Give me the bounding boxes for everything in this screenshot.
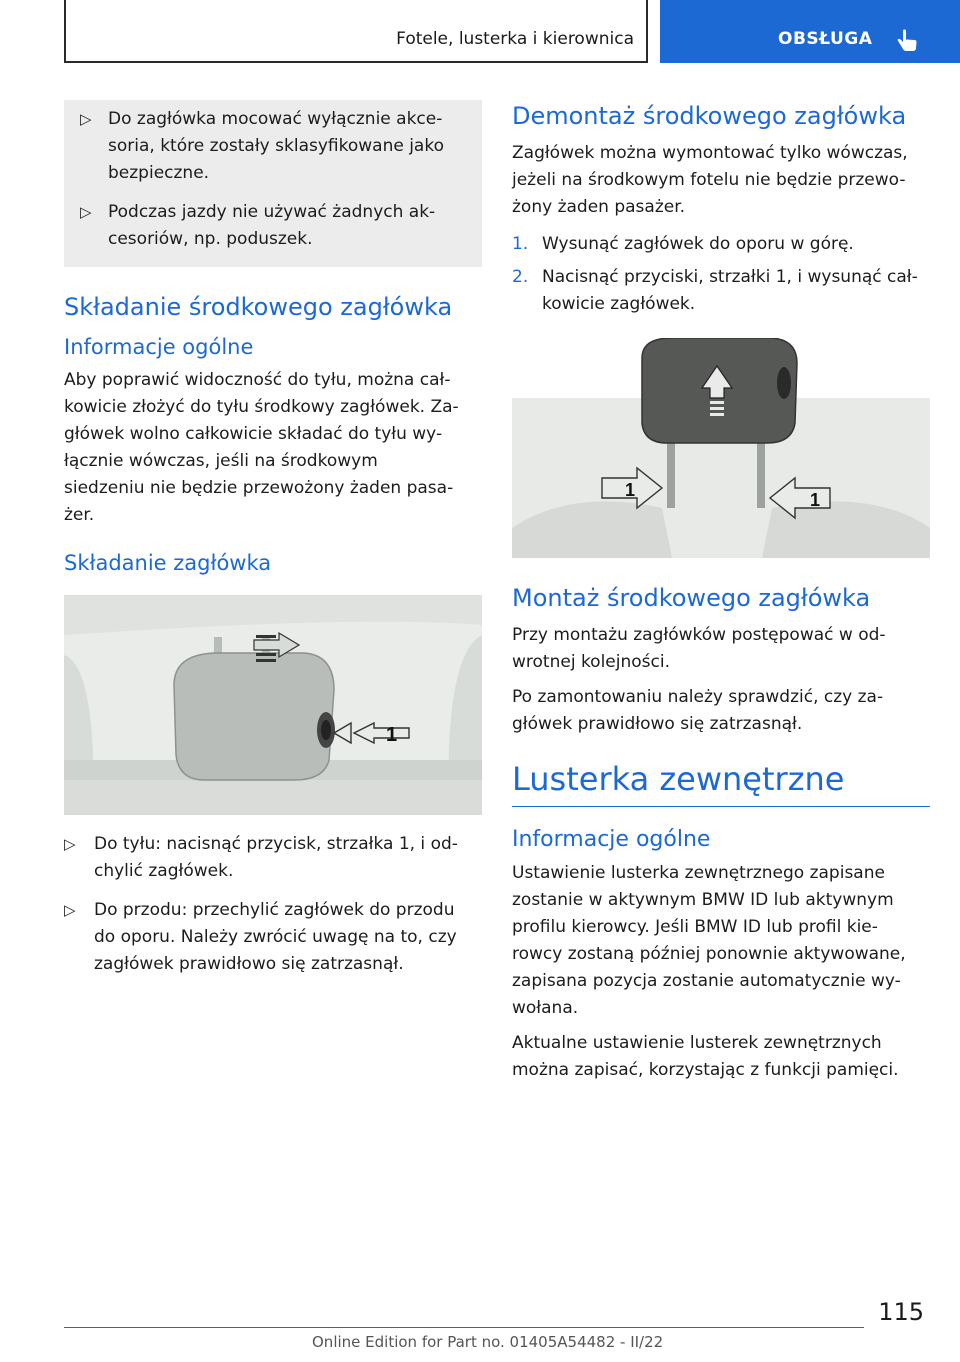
hand-pointer-icon xyxy=(894,28,920,54)
mirror-info-text-1: Ustawienie lusterka zewnętrznego zapisane zostanie w aktywnym BMW ID lub aktywnym profilu kierowcy. Jeśli BMW ID lub profil kie- rowcy zostaną później ponownie aktywowane, zapisana pozycja zostanie automatycznie wy- wołana. xyxy=(512,863,906,1018)
triangle-bullet-icon: ▷ xyxy=(64,901,76,919)
footer-divider xyxy=(64,1327,864,1328)
step-item xyxy=(512,231,930,258)
left-column xyxy=(64,100,482,990)
instruction-text: Do tyłu: nacisnąć przycisk, strzałka 1, i od- chylić zagłówek. xyxy=(94,834,458,881)
fold-headrest-illustration xyxy=(64,595,482,815)
remove-headrest-text: Zagłówek można wymontować tylko wówczas, jeżeli na środkowym fotelu nie będzie przewo- żony żaden pasażer. xyxy=(512,143,908,217)
mirror-info-text-2: Aktualne ustawienie lusterek zewnętrznych można zapisać, korzystając z funkcji pamięci. xyxy=(512,1033,899,1080)
fold-center-headrest-heading: Składanie środkowego zagłówka xyxy=(64,293,453,321)
exterior-mirrors-heading: Lusterka zewnętrzne xyxy=(512,760,930,807)
safety-note-text: Podczas jazdy nie używać żadnych ak- cesoriów, np. poduszek. xyxy=(108,202,436,249)
safety-note-item xyxy=(74,199,472,253)
step-text: Nacisnąć przyciski, strzałki 1, i wysunąć cał- kowicie zagłówek. xyxy=(542,267,918,314)
figure-callout-1-left: 1 xyxy=(625,480,636,500)
remove-steps-list xyxy=(512,231,930,318)
chapter-tab[interactable] xyxy=(660,0,960,63)
mount-headrest-heading: Montaż środkowego zagłówka xyxy=(512,584,871,612)
instruction-text: Do przodu: przechylić zagłówek do przodu do oporu. Należy zwrócić uwagę na to, czy zagłówek prawidłowo się zatrzasnął. xyxy=(94,900,457,974)
remove-headrest-illustration xyxy=(512,338,930,558)
step-number: 1. xyxy=(512,234,529,254)
step-item xyxy=(512,264,930,318)
mirror-info-heading: Informacje ogólne xyxy=(512,827,711,852)
chapter-tab-label: OBSŁUGA xyxy=(778,29,873,49)
step-number: 2. xyxy=(512,267,529,287)
triangle-bullet-icon: ▷ xyxy=(64,835,76,853)
instruction-bullet xyxy=(64,897,482,978)
triangle-bullet-icon: ▷ xyxy=(80,110,92,128)
remove-headrest-heading: Demontaż środkowego zagłówka xyxy=(512,102,907,130)
safety-note-text: Do zagłówka mocować wyłącznie akce- soria, które zostały sklasyfikowane jako bezpieczne. xyxy=(108,109,444,183)
page-number: 115 xyxy=(878,1298,924,1326)
section-title: Fotele, lusterka i kierownica xyxy=(396,29,634,49)
right-column xyxy=(512,100,930,1092)
general-info-heading: Informacje ogólne xyxy=(64,335,254,359)
general-info-text: Aby poprawić widoczność do tyłu, można cał- kowicie złożyć do tyłu środkowy zagłówek. Za- główek wolno całkowicie składać do tyłu wy- łącznie wówczas, jeśli na środkowym siedzeniu nie będzie przewożony żaden pasa- żer. xyxy=(64,370,459,525)
safety-note-item xyxy=(74,106,472,187)
triangle-bullet-icon: ▷ xyxy=(80,203,92,221)
figure-callout-1: 1 xyxy=(386,724,398,746)
safety-note-box xyxy=(64,100,482,267)
edition-footer: Online Edition for Part no. 01405A54482 - II/22 xyxy=(312,1333,664,1351)
mount-headrest-text-2: Po zamontowaniu należy sprawdzić, czy za- główek prawidłowo się zatrzasnął. xyxy=(512,687,884,734)
fold-headrest-heading: Składanie zagłówka xyxy=(64,551,272,575)
instruction-bullet xyxy=(64,831,482,885)
step-text: Wysunąć zagłówek do oporu w górę. xyxy=(542,234,854,254)
mount-headrest-text-1: Przy montażu zagłówków postępować w od- wrotnej kolejności. xyxy=(512,625,886,672)
header-box xyxy=(64,0,648,63)
figure-callout-1-right: 1 xyxy=(810,490,821,510)
